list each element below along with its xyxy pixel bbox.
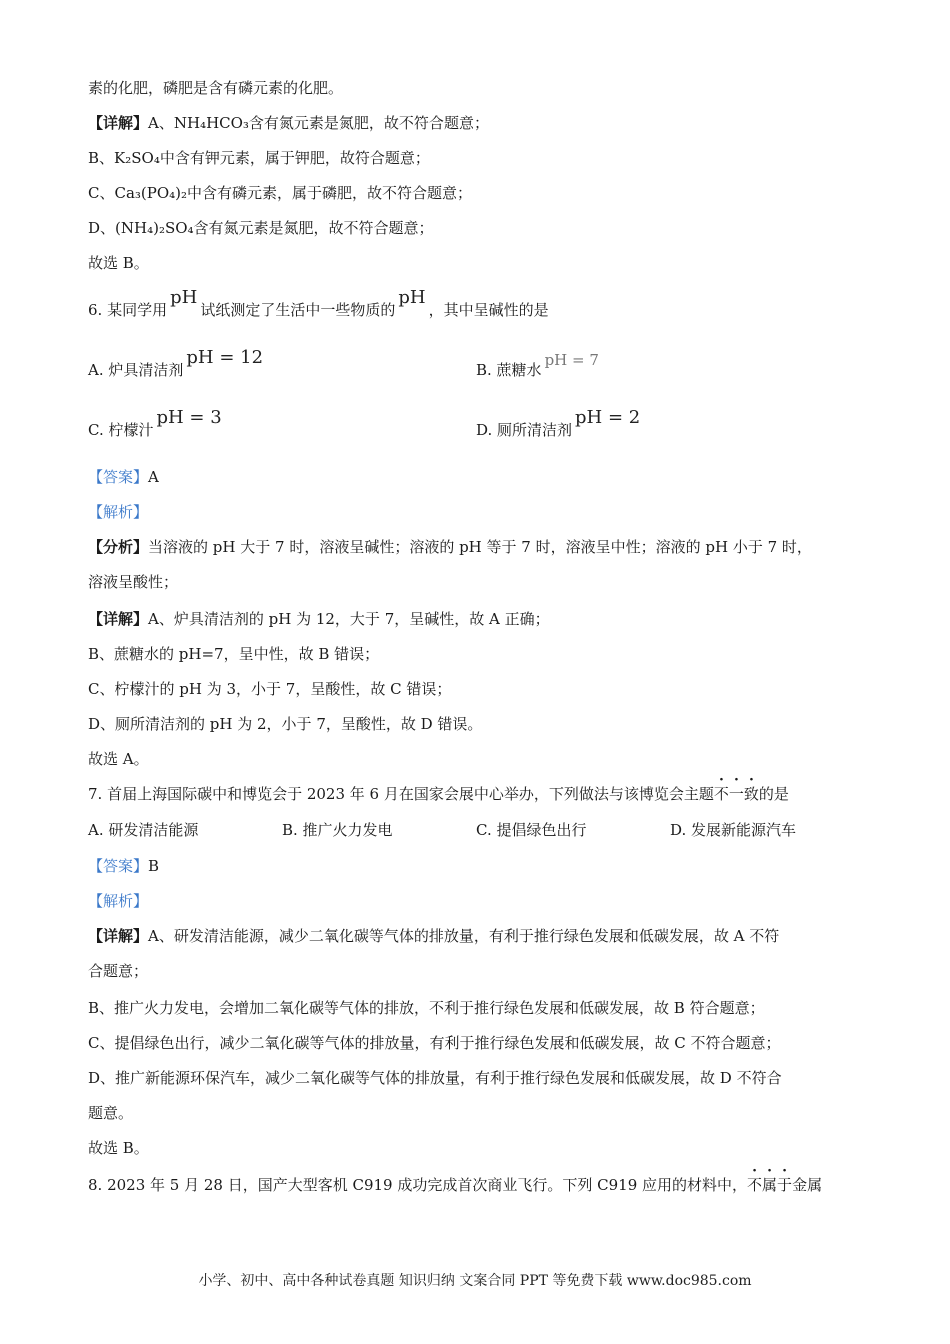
text-line: C、柠檬汁的 pH 为 3，小于 7，呈酸性，故 C 错误； xyxy=(88,680,452,698)
q7-option-d: D. 发展新能源汽车 xyxy=(670,821,797,839)
q7-option-c: C. 提倡绿色出行 xyxy=(476,821,587,839)
text-line: B、推广火力发电，会增加二氧化碳等气体的排放，不利于推行绿色发展和低碳发展，故 B 符合题意； xyxy=(88,999,765,1017)
text-line: C、提倡绿色出行，减少二氧化碳等气体的排放量，有利于推行绿色发展和低碳发展，故 C 不符合题意； xyxy=(88,1034,781,1052)
q6-option-b: B. 蔗糖水pH = 7 xyxy=(476,351,599,379)
question-8-stem: 8. 2023 年 5 月 28 日，国产大型客机 C919 成功完成首次商业飞行。下列 C919 应用的材料中，不属于金属 xyxy=(88,1176,823,1194)
ph-formula: pH xyxy=(170,287,198,308)
detail-tag: 【详解】 xyxy=(88,114,149,132)
q6-fenxi: 【分析】当溶液的 pH 大于 7 时，溶液呈碱性；溶液的 pH 等于 7 时，溶液呈中性；溶液的 pH 小于 7 时， xyxy=(88,538,812,556)
text-line: 合题意； xyxy=(88,962,149,980)
text-line: 溶液呈酸性； xyxy=(88,573,179,591)
ph-formula: pH xyxy=(398,287,426,308)
answer-tag: 【答案】 xyxy=(88,468,149,486)
q6-answer: 【答案】A xyxy=(88,468,159,486)
text-line: 故选 B。 xyxy=(88,1139,149,1157)
text-line: D、(NH₄)₂SO₄含有氮元素是氮肥，故不符合题意； xyxy=(88,219,434,237)
q7-analysis-tag: 【解析】 xyxy=(88,892,149,910)
text-line: 故选 B。 xyxy=(88,254,149,272)
text-line: B、K₂SO₄中含有钾元素，属于钾肥，故符合题意； xyxy=(88,149,430,167)
question-6-stem: 6. 某同学用pH试纸测定了生活中一些物质的pH，其中呈碱性的是 xyxy=(88,287,549,319)
text-line: 【详解】A、NH₄HCO₃含有氮元素是氮肥，故不符合题意； xyxy=(88,114,489,132)
page-footer: 小学、初中、高中各种试卷真题 知识归纳 文案合同 PPT 等免费下载 www.doc985.com xyxy=(198,1273,752,1289)
text-line: C、Ca₃(PO₄)₂中含有磷元素，属于磷肥，故不符合题意； xyxy=(88,184,473,202)
question-7-stem: 7. 首届上海国际碳中和博览会于 2023 年 6 月在国家会展中心举办，下列做法与该博览会主题不一致的是 xyxy=(88,785,789,803)
text-line: 题意。 xyxy=(88,1104,134,1122)
text-line: D、推广新能源环保汽车，减少二氧化碳等气体的排放量，有利于推行绿色发展和低碳发展，故 D 不符合 xyxy=(88,1069,782,1087)
text-line: 素的化肥，磷肥是含有磷元素的化肥。 xyxy=(88,79,344,97)
q6-option-c: C. 柠檬汁pH = 3 xyxy=(88,407,222,439)
q6-option-a: A. 炉具清洁剂pH = 12 xyxy=(88,347,264,379)
text-line: B、蔗糖水的 pH=7，呈中性，故 B 错误； xyxy=(88,645,380,663)
q7-answer: 【答案】B xyxy=(88,857,160,875)
q7-option-b: B. 推广火力发电 xyxy=(282,821,393,839)
text-line: 故选 A。 xyxy=(88,750,149,768)
q7-detail: 【详解】A、研发清洁能源，减少二氧化碳等气体的排放量，有利于推行绿色发展和低碳发展，故 A 不符 xyxy=(88,927,780,945)
q6-option-d: D. 厕所清洁剂pH = 2 xyxy=(476,407,641,439)
q7-option-a: A. 研发清洁能源 xyxy=(88,821,199,839)
q6-analysis-tag: 【解析】 xyxy=(88,503,149,521)
text-line: D、厕所清洁剂的 pH 为 2，小于 7，呈酸性，故 D 错误。 xyxy=(88,715,483,733)
q6-detail: 【详解】A、炉具清洁剂的 pH 为 12，大于 7，呈碱性，故 A 正确； xyxy=(88,610,550,628)
